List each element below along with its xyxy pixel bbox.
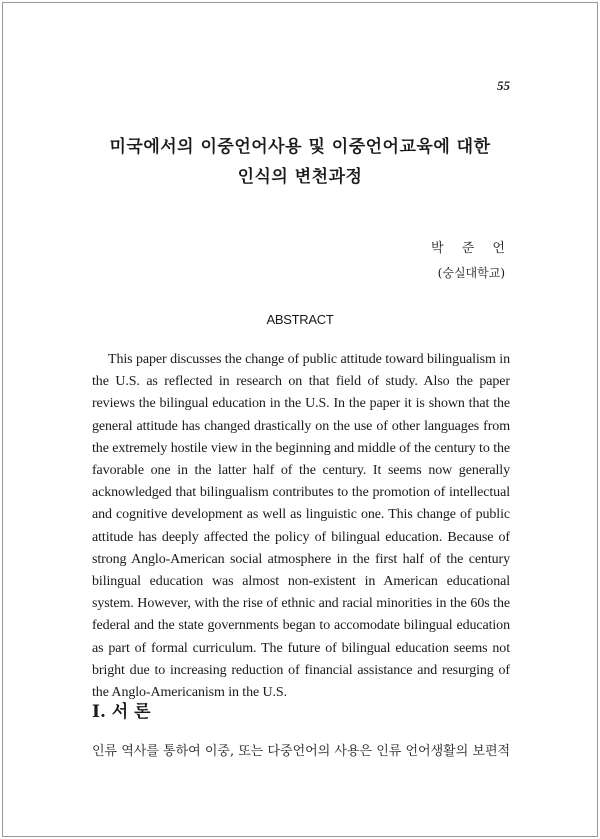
author-name: 박 준 언	[431, 241, 512, 256]
abstract-heading: ABSTRACT	[266, 312, 334, 327]
author-block	[431, 236, 512, 286]
paper-title-line-2: 인식의 변천과정	[237, 167, 363, 187]
paper-title-line-1: 미국에서의 이중언어사용 및 이중언어교육에 대한	[109, 137, 491, 157]
introduction-first-line: 인류 역사를 통하여 이중, 또는 다중언어의 사용은 인류 언어생활의 보편적	[92, 744, 510, 759]
author-affiliation: (숭실대학교)	[437, 266, 505, 280]
paper-title	[0, 132, 600, 192]
page-number: 55	[497, 78, 510, 93]
section-heading: I. 서 론	[92, 702, 151, 722]
abstract-body: This paper discusses the change of public attitude toward bilingualism in the U.S. as reflected in research on that field of study. Also the paper reviews the bilingual education in the U.S. In the paper it is shown that the general attitude has changed drastically on the use of other languages from the extremely hostile view in the beginning and middle of the century to the favorable one in the latter half of the century. It seems now generally acknowledged that bilingualism contributes to the promotion of intellectual and cognitive development as well as linguistic one. This change of public attitude has deeply affected the policy of bilingual education. Because of strong Anglo-American social atmosphere in the first half of the century bilingual education was almost non-existent in American educational system. However, with the rise of ethnic and racial minorities in the 60s the federal and the state governments began to accomodate bilingual education as part of formal curriculum. The future of bilingual education seems not bright due to increasing reduction of financial assistance and resurging of the Anglo-Americanism in the U.S.	[92, 352, 510, 701]
